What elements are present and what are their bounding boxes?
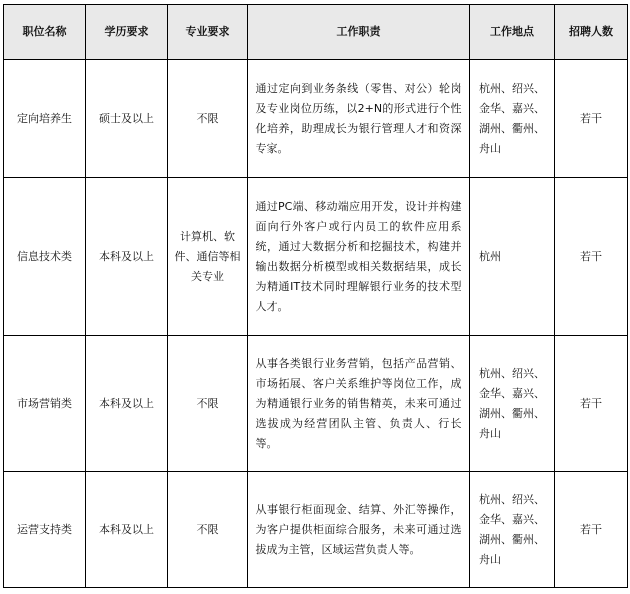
table-row bbox=[4, 472, 628, 588]
count-cell: 若干 bbox=[555, 336, 628, 472]
major-cell bbox=[168, 178, 248, 336]
duty-text: 通过定向到业务条线（零售、对公）轮岗及专业岗位历练，以2+N的形式进行个性化培养，助理成长为银行管理人才和资深专家。 bbox=[255, 81, 462, 155]
major-text: 不限 bbox=[196, 522, 219, 536]
recruitment-table-container bbox=[3, 4, 628, 588]
location-cell bbox=[470, 178, 555, 336]
location-cell bbox=[470, 336, 555, 472]
duty-text: 从事各类银行业务营销，包括产品营销、市场拓展、客户关系维护等岗位工作，成为精通银行业务的销售精英，未来可通过选拔成为经营团队主管、负责人、行长等。 bbox=[255, 356, 462, 450]
header-row bbox=[4, 5, 628, 60]
location-cell bbox=[470, 60, 555, 178]
duty-cell bbox=[248, 336, 470, 472]
header-major: 专业要求 bbox=[168, 5, 248, 60]
education-cell: 本科及以上 bbox=[86, 472, 168, 588]
duty-text: 通过PC端、移动端应用开发，设计并构建面向行外客户或行内员工的软件应用系统，通过大数据分析和挖掘技术，构建并输出数据分析模型或相关数据结果，成长为精通IT技术同时理解银行业务的技术型人才。 bbox=[255, 199, 462, 313]
education-cell: 本科及以上 bbox=[86, 178, 168, 336]
duty-cell bbox=[248, 60, 470, 178]
header-education: 学历要求 bbox=[86, 5, 168, 60]
duty-text: 从事银行柜面现金、结算、外汇等操作，为客户提供柜面综合服务，未来可通过选拔成为主管，区域运营负责人等。 bbox=[255, 502, 462, 556]
count-cell: 若干 bbox=[555, 60, 628, 178]
position-cell: 运营支持类 bbox=[4, 472, 86, 588]
table-row bbox=[4, 178, 628, 336]
major-cell bbox=[168, 60, 248, 178]
header-location: 工作地点 bbox=[470, 5, 555, 60]
location-text: 杭州、绍兴、金华、嘉兴、湖州、衢州、舟山 bbox=[479, 81, 545, 155]
education-cell: 本科及以上 bbox=[86, 336, 168, 472]
duty-cell bbox=[248, 472, 470, 588]
table-row bbox=[4, 336, 628, 472]
location-text: 杭州 bbox=[479, 249, 501, 263]
major-cell bbox=[168, 472, 248, 588]
major-text: 不限 bbox=[196, 111, 219, 125]
location-text: 杭州、绍兴、金华、嘉兴、湖州、衢州、舟山 bbox=[479, 366, 545, 440]
major-text: 计算机、软件、通信等相关专业 bbox=[174, 229, 241, 283]
count-cell: 若干 bbox=[555, 472, 628, 588]
major-text: 不限 bbox=[196, 396, 219, 410]
position-cell: 信息技术类 bbox=[4, 178, 86, 336]
major-cell bbox=[168, 336, 248, 472]
position-cell: 市场营销类 bbox=[4, 336, 86, 472]
position-cell: 定向培养生 bbox=[4, 60, 86, 178]
header-count: 招聘人数 bbox=[555, 5, 628, 60]
education-cell: 硕士及以上 bbox=[86, 60, 168, 178]
duty-cell bbox=[248, 178, 470, 336]
header-position: 职位名称 bbox=[4, 5, 86, 60]
recruitment-table bbox=[3, 4, 628, 588]
location-cell bbox=[470, 472, 555, 588]
header-duty: 工作职责 bbox=[248, 5, 470, 60]
location-text: 杭州、绍兴、金华、嘉兴、湖州、衢州、舟山 bbox=[479, 492, 545, 566]
table-row bbox=[4, 60, 628, 178]
count-cell: 若干 bbox=[555, 178, 628, 336]
